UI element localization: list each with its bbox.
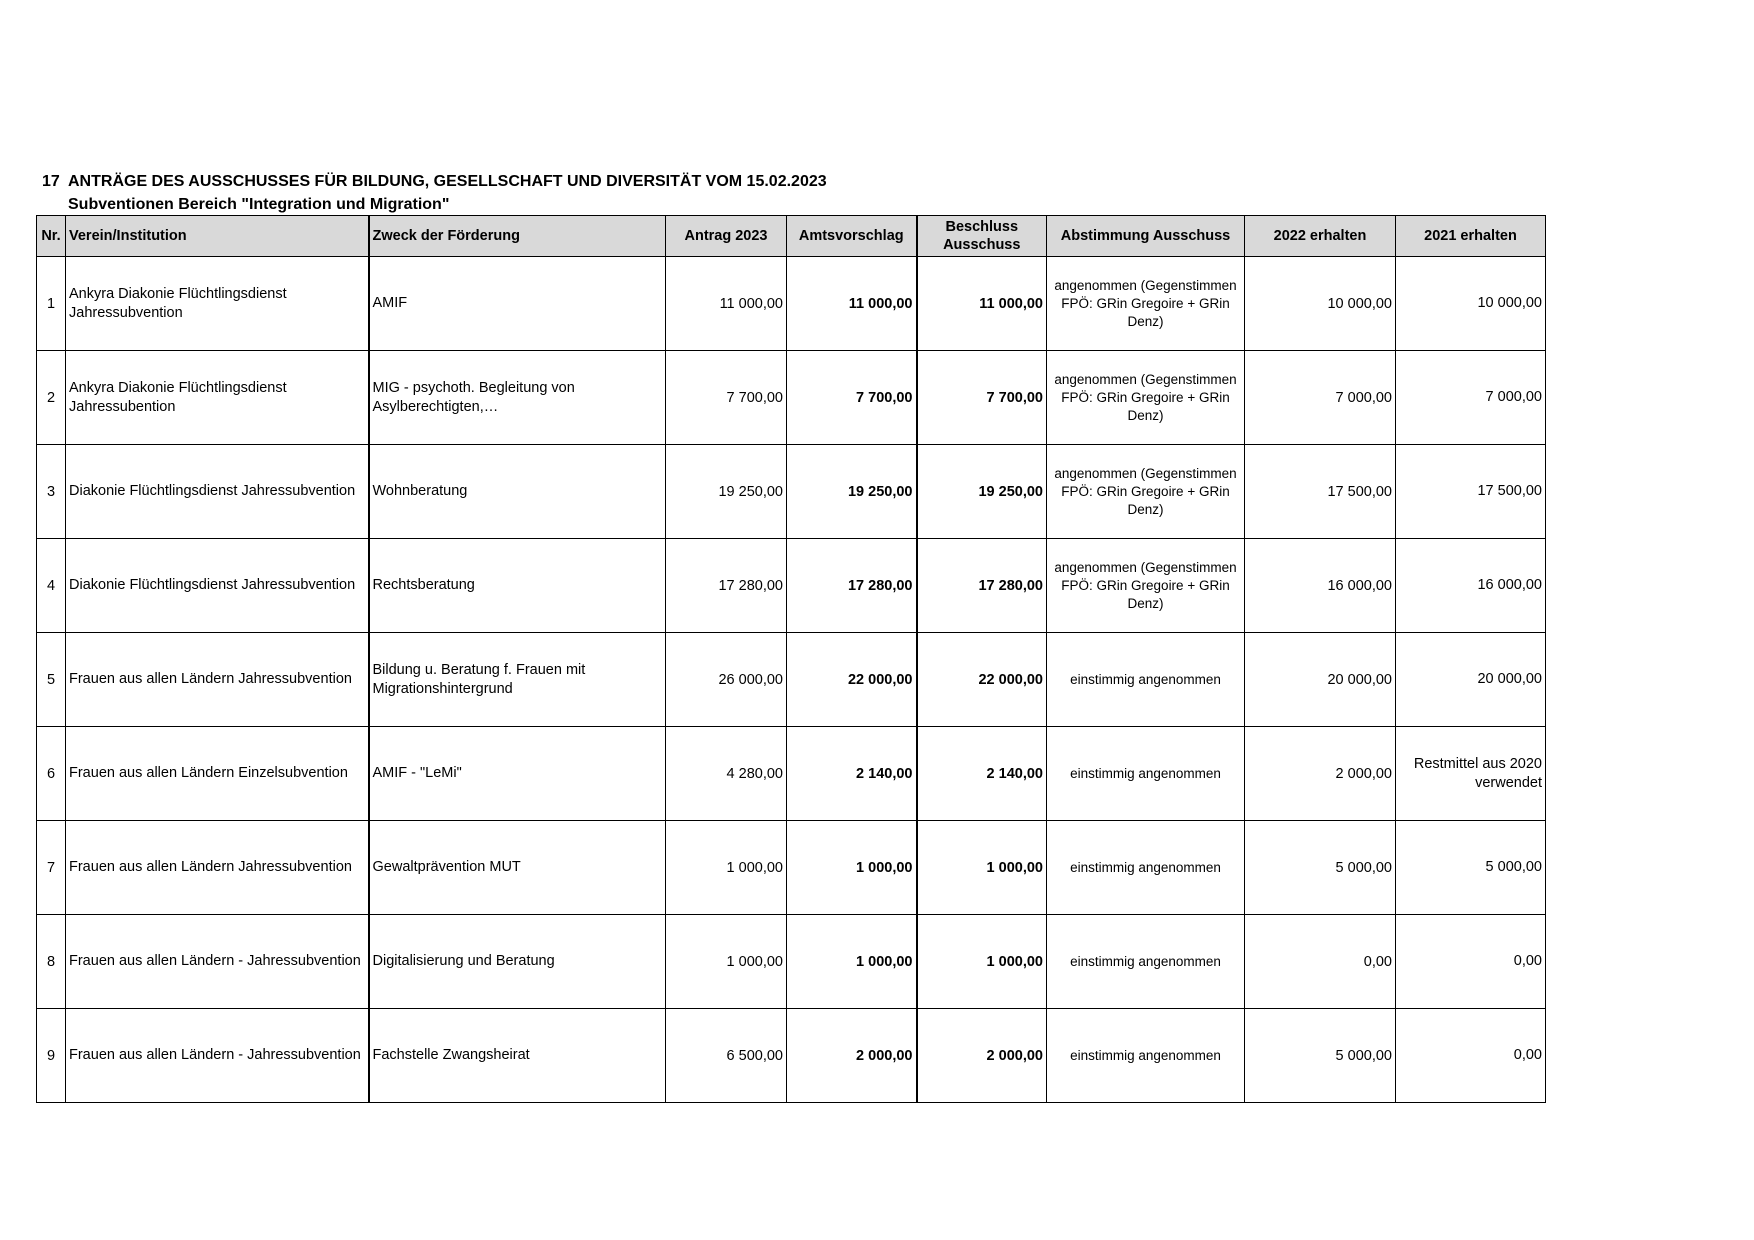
table-row <box>37 445 1546 539</box>
document-title <box>42 172 827 192</box>
cell-nr: 9 <box>37 1009 66 1103</box>
cell-antrag: 17 280,00 <box>666 539 787 633</box>
cell-zweck: Fachstelle Zwangsheirat <box>369 1009 666 1103</box>
cell-beschluss: 7 700,00 <box>917 351 1047 445</box>
cell-amtsvorschlag: 1 000,00 <box>787 821 917 915</box>
cell-2021: 7 000,00 <box>1396 351 1546 445</box>
subsidies-table <box>36 215 1546 1103</box>
table-row <box>37 257 1546 351</box>
cell-beschluss: 1 000,00 <box>917 915 1047 1009</box>
table-header-row <box>37 216 1546 257</box>
cell-2021: 17 500,00 <box>1396 445 1546 539</box>
cell-abstimmung: einstimmig angenommen <box>1047 915 1245 1009</box>
section-number: 17 <box>42 173 60 190</box>
cell-2022: 20 000,00 <box>1245 633 1396 727</box>
cell-amtsvorschlag: 7 700,00 <box>787 351 917 445</box>
cell-amtsvorschlag: 1 000,00 <box>787 915 917 1009</box>
table-row <box>37 727 1546 821</box>
cell-abstimmung: angenommen (Gegenstimmen FPÖ: GRin Gregoire + GRin Denz) <box>1047 257 1245 351</box>
cell-antrag: 7 700,00 <box>666 351 787 445</box>
header-2021: 2021 erhalten <box>1396 216 1546 257</box>
section-title: ANTRÄGE DES AUSSCHUSSES FÜR BILDUNG, GESELLSCHAFT UND DIVERSITÄT VOM 15.02.2023 <box>68 173 827 190</box>
cell-antrag: 11 000,00 <box>666 257 787 351</box>
cell-nr: 5 <box>37 633 66 727</box>
header-2022: 2022 erhalten <box>1245 216 1396 257</box>
cell-beschluss: 19 250,00 <box>917 445 1047 539</box>
cell-abstimmung: angenommen (Gegenstimmen FPÖ: GRin Gregoire + GRin Denz) <box>1047 445 1245 539</box>
table-row <box>37 915 1546 1009</box>
cell-2021: Restmittel aus 2020 verwendet <box>1396 727 1546 821</box>
cell-zweck: MIG - psychoth. Begleitung von Asylberechtigten,… <box>369 351 666 445</box>
table-row <box>37 539 1546 633</box>
table-row <box>37 1009 1546 1103</box>
table-body <box>37 257 1546 1103</box>
cell-verein: Frauen aus allen Ländern Einzelsubvention <box>66 727 369 821</box>
cell-verein: Frauen aus allen Ländern Jahressubvention <box>66 633 369 727</box>
cell-2022: 2 000,00 <box>1245 727 1396 821</box>
table-row <box>37 633 1546 727</box>
cell-beschluss: 11 000,00 <box>917 257 1047 351</box>
cell-zweck: Wohnberatung <box>369 445 666 539</box>
cell-amtsvorschlag: 2 000,00 <box>787 1009 917 1103</box>
cell-beschluss: 22 000,00 <box>917 633 1047 727</box>
cell-2022: 5 000,00 <box>1245 1009 1396 1103</box>
cell-zweck: AMIF - "LeMi" <box>369 727 666 821</box>
cell-antrag: 4 280,00 <box>666 727 787 821</box>
cell-2022: 17 500,00 <box>1245 445 1396 539</box>
header-zweck: Zweck der Förderung <box>369 216 666 257</box>
cell-antrag: 26 000,00 <box>666 633 787 727</box>
cell-abstimmung: einstimmig angenommen <box>1047 633 1245 727</box>
cell-antrag: 1 000,00 <box>666 915 787 1009</box>
cell-2022: 0,00 <box>1245 915 1396 1009</box>
cell-nr: 7 <box>37 821 66 915</box>
cell-beschluss: 2 140,00 <box>917 727 1047 821</box>
cell-antrag: 6 500,00 <box>666 1009 787 1103</box>
cell-zweck: Bildung u. Beratung f. Frauen mit Migrationshintergrund <box>369 633 666 727</box>
cell-2021: 10 000,00 <box>1396 257 1546 351</box>
cell-antrag: 1 000,00 <box>666 821 787 915</box>
cell-amtsvorschlag: 11 000,00 <box>787 257 917 351</box>
cell-zweck: AMIF <box>369 257 666 351</box>
cell-beschluss: 2 000,00 <box>917 1009 1047 1103</box>
cell-zweck: Digitalisierung und Beratung <box>369 915 666 1009</box>
cell-antrag: 19 250,00 <box>666 445 787 539</box>
cell-2022: 7 000,00 <box>1245 351 1396 445</box>
cell-nr: 1 <box>37 257 66 351</box>
cell-abstimmung: einstimmig angenommen <box>1047 1009 1245 1103</box>
cell-nr: 4 <box>37 539 66 633</box>
cell-2021: 0,00 <box>1396 1009 1546 1103</box>
cell-2021: 20 000,00 <box>1396 633 1546 727</box>
cell-2022: 16 000,00 <box>1245 539 1396 633</box>
cell-amtsvorschlag: 22 000,00 <box>787 633 917 727</box>
header-antrag: Antrag 2023 <box>666 216 787 257</box>
document-subtitle: Subventionen Bereich "Integration und Migration" <box>68 196 450 213</box>
cell-nr: 3 <box>37 445 66 539</box>
cell-zweck: Rechtsberatung <box>369 539 666 633</box>
cell-verein: Frauen aus allen Ländern - Jahressubvention <box>66 1009 369 1103</box>
cell-nr: 2 <box>37 351 66 445</box>
cell-beschluss: 17 280,00 <box>917 539 1047 633</box>
cell-2021: 0,00 <box>1396 915 1546 1009</box>
cell-abstimmung: einstimmig angenommen <box>1047 821 1245 915</box>
cell-abstimmung: einstimmig angenommen <box>1047 727 1245 821</box>
header-beschluss: Beschluss Ausschuss <box>917 216 1047 257</box>
cell-verein: Frauen aus allen Ländern Jahressubvention <box>66 821 369 915</box>
cell-abstimmung: angenommen (Gegenstimmen FPÖ: GRin Gregoire + GRin Denz) <box>1047 539 1245 633</box>
cell-abstimmung: angenommen (Gegenstimmen FPÖ: GRin Gregoire + GRin Denz) <box>1047 351 1245 445</box>
cell-beschluss: 1 000,00 <box>917 821 1047 915</box>
cell-verein: Frauen aus allen Ländern - Jahressubvention <box>66 915 369 1009</box>
cell-2021: 5 000,00 <box>1396 821 1546 915</box>
cell-verein: Ankyra Diakonie Flüchtlingsdienst Jahressubvention <box>66 257 369 351</box>
cell-2022: 10 000,00 <box>1245 257 1396 351</box>
header-abstimmung: Abstimmung Ausschuss <box>1047 216 1245 257</box>
cell-verein: Diakonie Flüchtlingsdienst Jahressubvention <box>66 445 369 539</box>
cell-amtsvorschlag: 19 250,00 <box>787 445 917 539</box>
cell-amtsvorschlag: 2 140,00 <box>787 727 917 821</box>
header-nr: Nr. <box>37 216 66 257</box>
cell-2021: 16 000,00 <box>1396 539 1546 633</box>
cell-amtsvorschlag: 17 280,00 <box>787 539 917 633</box>
table-row <box>37 351 1546 445</box>
cell-verein: Ankyra Diakonie Flüchtlingsdienst Jahressubention <box>66 351 369 445</box>
cell-zweck: Gewaltprävention MUT <box>369 821 666 915</box>
header-verein: Verein/Institution <box>66 216 369 257</box>
cell-2022: 5 000,00 <box>1245 821 1396 915</box>
cell-verein: Diakonie Flüchtlingsdienst Jahressubvention <box>66 539 369 633</box>
cell-nr: 6 <box>37 727 66 821</box>
header-amtsvorschlag: Amtsvorschlag <box>787 216 917 257</box>
table-row <box>37 821 1546 915</box>
cell-nr: 8 <box>37 915 66 1009</box>
